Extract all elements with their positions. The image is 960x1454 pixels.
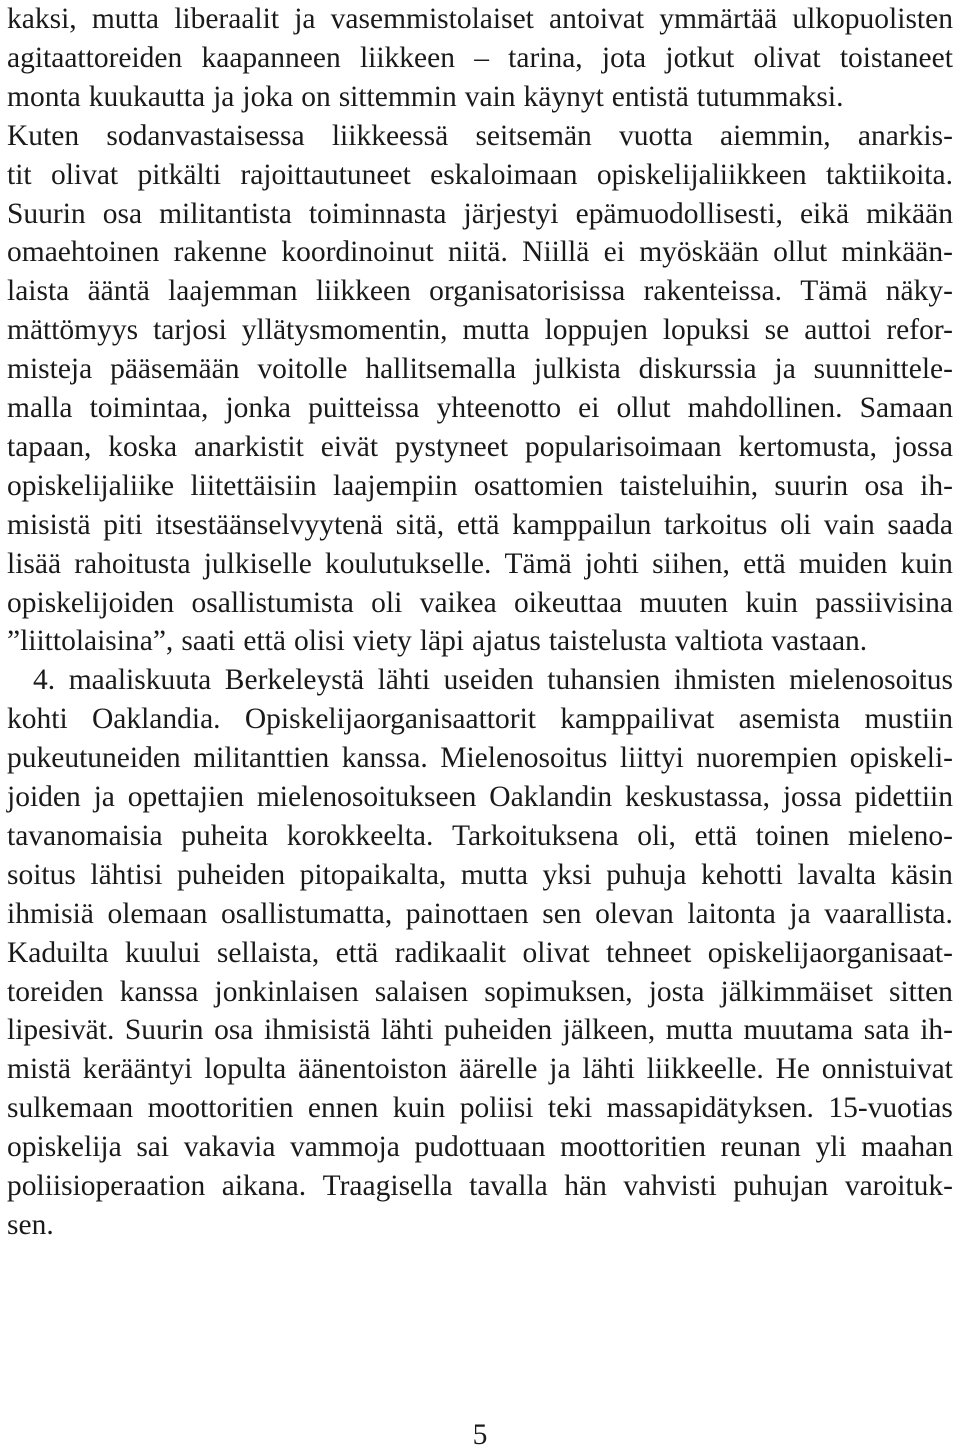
text-line: opiskelijaliike liitettäisiin laajempiin osattomien taisteluihin, suurin osa ih- — [7, 469, 953, 502]
text-line: malla toimintaa, jonka puitteissa yhteenotto ei ollut mahdollinen. Samaan — [7, 392, 953, 424]
text-line: sen. — [7, 1208, 54, 1241]
text-line: soitus lähtisi puheiden pitopaikalta, mutta yksi puhuja kehotti lavalta käsin — [7, 858, 953, 891]
text-line: ihmisiä olemaan osallistumatta, painottaen sen olevan laitonta ja vaarallista. — [7, 897, 953, 930]
text-line: 4. maaliskuuta Berkeleystä lähti useiden tuhansien ihmisten mielenosoitus — [33, 664, 953, 697]
text-line: toreiden kanssa jonkinlaisen salaisen sopimuksen, josta jälkimmäiset sitten — [7, 975, 953, 1008]
text-line: ”liittolaisina”, saati että olisi viety läpi ajatus taistelusta valtiota vastaan. — [7, 625, 868, 658]
text-line: tapaan, koska anarkistit eivät pystyneet popularisoimaan kertomusta, jossa — [7, 430, 953, 463]
text-line: monta kuukautta ja joka on sittemmin vain käynyt entistä tutummaksi. — [7, 80, 844, 113]
text-line: Kaduilta kuului sellaista, että radikaalit olivat tehneet opiskelijaorganisaat- — [7, 936, 953, 969]
text-line: kohti Oaklandia. Opiskelijaorganisaattorit kamppailivat asemista mustiin — [7, 703, 953, 736]
text-line: misteja pääsemään voitolle hallitsemalla julkista diskurssia ja suunnittele- — [7, 353, 953, 386]
text-line: tit olivat pitkälti rajoittautuneet eskaloimaan opiskelijaliikkeen taktiikoita. — [7, 158, 953, 191]
text-line: lisää rahoitusta julkiselle koulutukselle. Tämä johti siihen, että muiden kuin — [7, 547, 953, 580]
page-number: 5 — [472, 1419, 488, 1451]
text-line: lipesivät. Suurin osa ihmisistä lähti puheiden jälkeen, mutta muutama sata ih- — [7, 1014, 953, 1047]
text-line: omaehtoinen rakenne koordinoinut niitä. Niillä ei myöskään ollut minkään- — [7, 236, 953, 269]
text-line: Suurin osa militantista toiminnasta järjestyi epämuodollisesti, eikä mikään — [7, 197, 953, 230]
text-line: kaksi, mutta liberaalit ja vasemmistolaiset antoivat ymmärtää ulkopuolisten — [7, 3, 953, 35]
text-line: mättömyys tarjosi yllätysmomentin, mutta loppujen lopuksi se auttoi refor- — [7, 314, 953, 347]
text-line: misistä piti itsestäänselvyytenä sitä, että kamppailun tarkoitus oli vain saada — [7, 508, 953, 541]
text-line: mistä kerääntyi lopulta äänentoiston äärelle ja lähti liikkeelle. He onnistuivat — [7, 1053, 953, 1086]
text-line: poliisioperaation aikana. Traagisella tavalla hän vahvisti puhujan varoituk- — [7, 1170, 953, 1202]
text-line: opiskelija sai vakavia vammoja pudottuaan moottoritien reunan yli maahan — [7, 1131, 953, 1164]
text-line: joiden ja opettajien mielenosoitukseen Oaklandin keskustassa, jossa pidettiin — [7, 781, 953, 813]
text-line: agitaattoreiden kaapanneen liikkeen – tarina, jota jotkut olivat toistaneet — [7, 41, 953, 74]
text-line: pukeutuneiden militanttien kanssa. Mielenosoitus liittyi nuorempien opiskeli- — [7, 742, 953, 775]
text-line: Kuten sodanvastaisessa liikkeessä seitsemän vuotta aiemmin, anarkis- — [7, 119, 953, 152]
text-line: tavanomaisia puheita korokkeelta. Tarkoituksena oli, että toinen mieleno- — [7, 819, 953, 852]
text-line: laista ääntä laajemman liikkeen organisatorisissa rakenteissa. Tämä näky- — [7, 275, 953, 308]
text-line: opiskelijoiden osallistumista oli vaikea oikeuttaa muuten kuin passiivisina — [7, 586, 953, 619]
text-line: sulkemaan moottoritien ennen kuin poliisi teki massapidätyksen. 15-vuotias — [7, 1092, 953, 1125]
